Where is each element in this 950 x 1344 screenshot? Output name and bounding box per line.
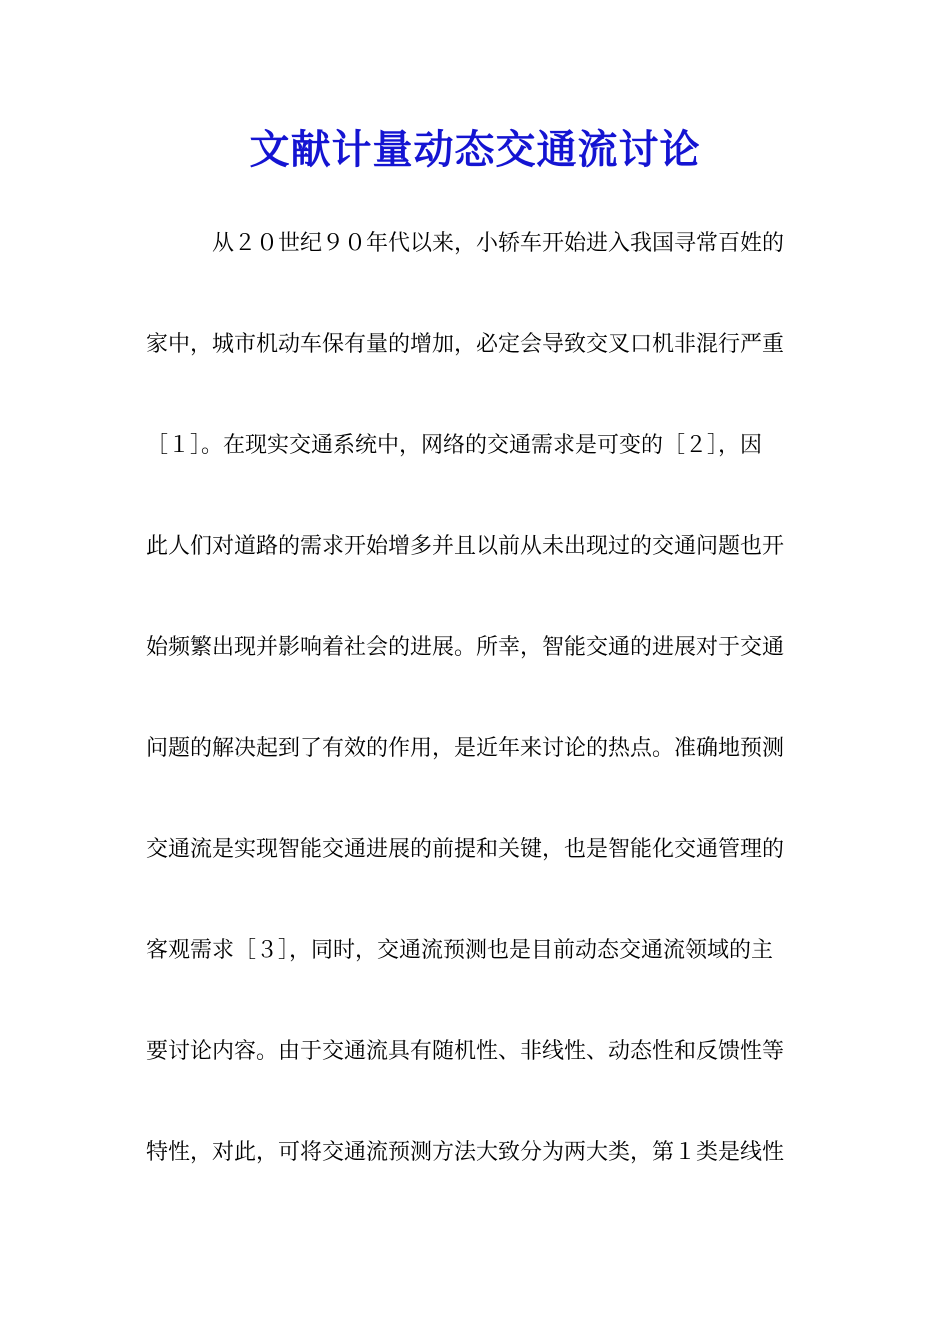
text-line-5: 始频繁出现并影响着社会的进展。所幸，智能交通的进展对于交通 <box>146 635 785 660</box>
text-line-4: 此人们对道路的需求开始增多并且以前从未出现过的交通问题也开 <box>146 534 785 559</box>
text-line-1: 从２０世纪９０年代以来，小轿车开始进入我国寻常百姓的 <box>212 231 785 256</box>
text-line-2: 家中，城市机动车保有量的增加，必定会导致交叉口机非混行严重 <box>146 332 785 357</box>
text-line-7: 交通流是实现智能交通进展的前提和关键，也是智能化交通管理的 <box>146 837 785 862</box>
text-line-3: ［１］。在现实交通系统中，网络的交通需求是可变的［２］，因 <box>146 433 763 458</box>
text-line-8: 客观需求［３］，同时，交通流预测也是目前动态交通流领域的主 <box>146 938 774 963</box>
document-title: 文献计量动态交通流讨论 <box>249 126 701 173</box>
text-line-9: 要讨论内容。由于交通流具有随机性、非线性、动态性和反馈性等 <box>146 1039 785 1064</box>
text-line-10: 特性，对此，可将交通流预测方法大致分为两大类，第１类是线性 <box>146 1140 785 1165</box>
text-line-6: 问题的解决起到了有效的作用，是近年来讨论的热点。准确地预测 <box>146 736 785 761</box>
document-body <box>146 222 806 1232</box>
